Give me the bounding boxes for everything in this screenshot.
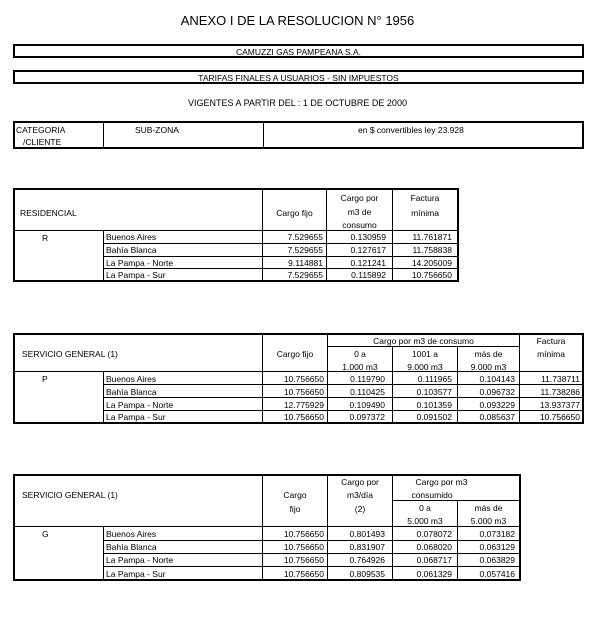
table-divider [392,500,519,501]
col-sub1: 0 a [354,349,366,359]
subzona-label: SUB-ZONA [135,125,179,135]
b-cell: 0.103577 [416,387,452,397]
col-cargo-dia: m3/día [347,490,373,500]
table-divider [103,256,457,257]
zona-cell: Buenos Aires [106,374,157,384]
table-border [13,422,584,424]
col-cargo-fijo: Cargo fijo [276,208,313,218]
table-border [13,333,15,424]
table-border [13,333,584,335]
fijo-cell: 9.114881 [288,258,323,268]
dia-cell: 0.764926 [349,555,385,565]
fijo-cell: 10.756650 [283,569,324,579]
col-sub2: 5.000 m3 [470,516,507,526]
col-sub2: 1001 a [412,349,438,359]
fijo-cell: 7.529655 [287,270,323,280]
table-border [13,280,459,282]
category-code: P [42,374,48,384]
fijo-cell: 10.756650 [283,387,324,397]
zona-cell: La Pampa - Norte [106,400,174,410]
dia-cell: 0.801493 [349,529,385,539]
col-group-m3: Cargo por m3 [415,477,468,487]
a-cell: 0.068020 [416,542,452,552]
category-code: R [42,233,49,243]
b-cell: 0.101359 [416,400,452,410]
fijo-cell: 10.756650 [283,412,324,422]
col-factura: Factura [536,336,566,346]
table-border [519,474,521,581]
zona-cell: Buenos Aires [106,232,157,242]
a-cell: 0.109490 [349,400,385,410]
categoria-label: CATEGORIA [16,125,66,135]
units-label: en $ convertibles ley 23.928 [358,125,464,135]
fijo-cell: 12.775929 [283,400,324,410]
fact-cell: 14.205009 [411,258,452,268]
divider [263,123,264,147]
validity-text: VIGENTES A PARTIR DEL : 1 DE OCTUBRE DE 2000 [188,98,407,108]
c-cell: 0.085637 [479,412,515,422]
company-bar [13,44,584,58]
b-cell: 0.057416 [479,569,515,579]
table-divider [103,268,457,269]
col-sub1: 0 a [419,503,431,513]
fact-cell: 10.756650 [539,412,580,422]
col-sub2: más de [474,503,503,513]
a-cell: 0.097372 [349,412,385,422]
dia-cell: 0.809535 [349,569,385,579]
dia-cell: 0.831907 [349,542,385,552]
fact-cell: 13.937377 [539,400,580,410]
fact-cell: 10.756650 [411,270,452,280]
table-divider [103,540,519,541]
zona-cell: La Pampa - Sur [106,270,166,280]
col-factura: mínima [411,208,439,218]
general-p-label: SERVICIO GENERAL (1) [22,349,118,359]
fact-cell: 11.761871 [412,232,452,242]
col-sub3: 9.000 m3 [470,362,507,372]
company-name: CAMUZZI GAS PAMPEANA S.A. [235,47,361,57]
col-factura: mínima [537,349,565,359]
tariff-bar [13,70,584,84]
c-cell: 0.104143 [479,374,515,384]
col-cargo-dia: Cargo por [341,477,379,487]
col-group-m3: Cargo por m3 de consumo [373,336,474,346]
zona-cell: Bahía Blanca [106,542,157,552]
fijo-cell: 10.756650 [283,555,324,565]
b-cell: 0.091502 [416,412,452,422]
a-cell: 0.068717 [416,555,452,565]
table-divider [103,243,457,244]
zona-cell: Bahía Blanca [106,387,157,397]
table-border [457,188,459,281]
zona-cell: Buenos Aires [106,529,157,539]
divider [103,123,104,147]
b-cell: 0.063829 [479,555,515,565]
m3-cell: 0.121241 [350,258,386,268]
col-factura: Factura [410,193,440,203]
col-cargo-fijo: Cargo [283,490,307,500]
fact-cell: 11.738711 [541,374,580,384]
zona-cell: La Pampa - Sur [106,412,166,422]
tariff-title: TARIFAS FINALES A USUARIOS - SIN IMPUESTOS [198,73,399,83]
fijo-cell: 7.529655 [287,232,323,242]
table-divider [327,346,519,347]
category-code: G [42,529,49,539]
cliente-label: /CLIENTE [23,137,62,147]
m3-cell: 0.115892 [351,270,386,280]
fijo-cell: 10.756650 [283,529,324,539]
col-sub1: 1.000 m3 [342,362,378,372]
col-cargo-fijo: fijo [289,504,301,514]
zona-cell: La Pampa - Norte [106,555,174,565]
zona-cell: La Pampa - Norte [106,258,174,268]
a-cell: 0.061329 [416,569,452,579]
col-cargo-fijo: Cargo fijo [276,349,314,359]
col-sub3: más de [474,349,503,359]
col-cargo-m3: m3 de [347,207,372,217]
m3-cell: 0.127617 [350,245,386,255]
col-cargo-dia: (2) [354,504,366,514]
table-divider [103,553,519,554]
general-g-label: SERVICIO GENERAL (1) [22,490,118,500]
table-divider [103,230,104,280]
a-cell: 0.119790 [350,374,385,384]
table-border [13,474,15,581]
table-divider [103,397,582,398]
b-cell: 0.111965 [417,374,452,384]
col-sub1: 5.000 m3 [407,516,443,526]
col-sub2: 9.000 m3 [407,362,443,372]
a-cell: 0.110425 [350,387,385,397]
table-divider [103,566,519,567]
zona-cell: Bahía Blanca [106,245,157,255]
c-cell: 0.096732 [479,387,515,397]
fijo-cell: 10.756650 [283,542,324,552]
residencial-label: RESIDENCIAL [20,208,77,218]
fijo-cell: 7.529655 [287,245,323,255]
fact-cell: 11.738286 [540,387,580,397]
b-cell: 0.073182 [479,529,515,539]
col-cargo-m3: Cargo por [340,193,379,203]
c-cell: 0.093229 [479,400,515,410]
table-border [13,474,521,476]
category-header [13,121,584,149]
a-cell: 0.078072 [416,529,452,539]
fact-cell: 11.758838 [412,245,452,255]
zona-cell: La Pampa - Sur [106,569,166,579]
col-cargo-m3: consumo [342,220,377,230]
page-title: ANEXO I DE LA RESOLUCION N° 1956 [180,13,415,28]
table-border [13,579,521,581]
table-divider [103,410,582,411]
table-border [582,333,584,424]
b-cell: 0.063129 [479,542,515,552]
table-border [13,188,15,281]
col-group-m3: consumido [411,490,453,500]
fijo-cell: 10.756650 [283,374,324,384]
m3-cell: 0.130959 [350,232,386,242]
table-border [13,526,521,527]
table-divider [103,384,582,385]
